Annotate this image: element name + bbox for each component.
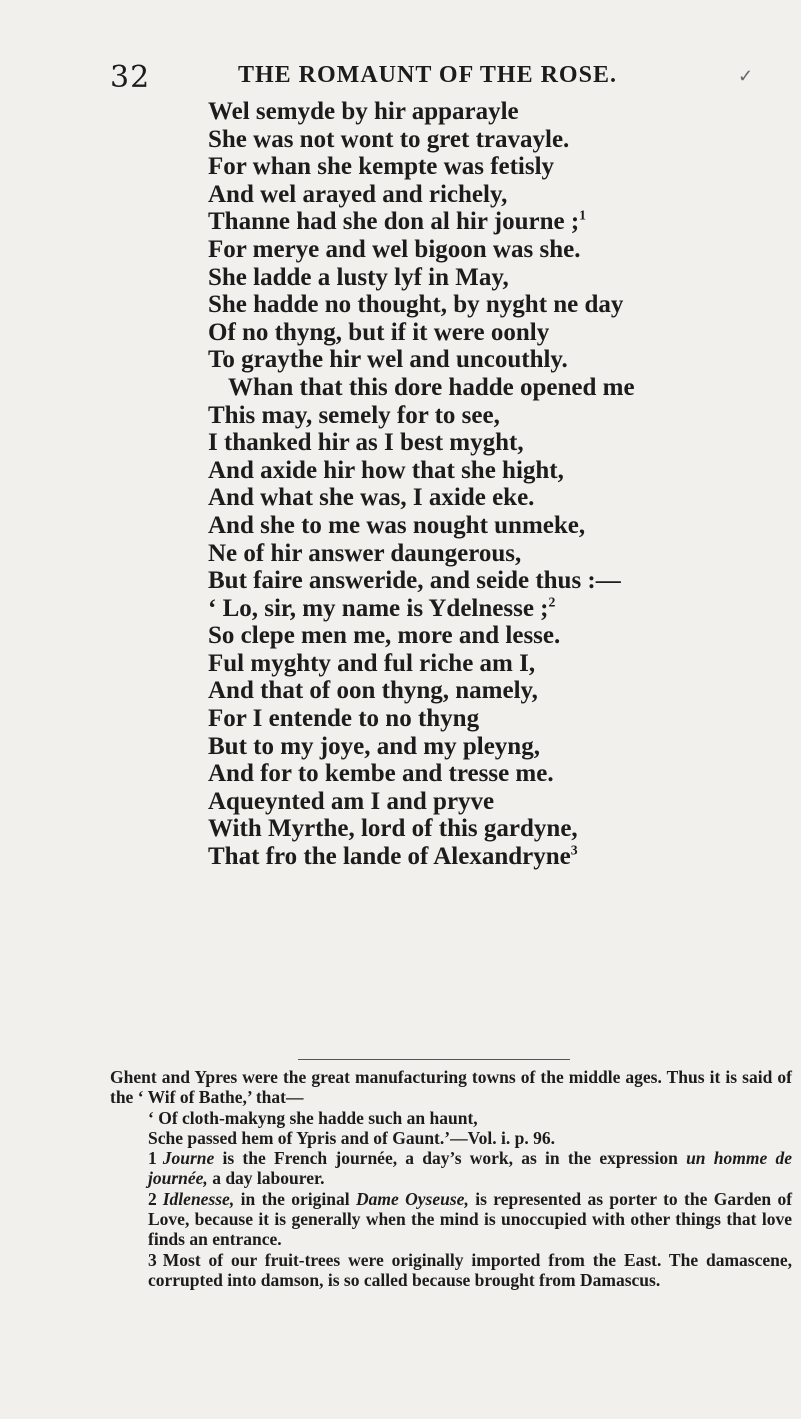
verse-line: And for to kembe and tresse me. [208, 760, 554, 788]
verse-line: So clepe men me, more and lesse. [208, 622, 561, 650]
footnote-text: Most of our fruit-trees were originally imported from the East. The damascene, corrupted into damson, is so called because brought from Damascus. [148, 1249, 792, 1290]
verse-line [208, 208, 788, 236]
verse-line: For merye and wel bigoon was she. [208, 235, 581, 263]
footnote-text: in the original [240, 1188, 350, 1209]
verse-line: Ne of hir answer daungerous, [208, 539, 522, 567]
verse-block [208, 98, 788, 871]
verse-line: But to my joye, and my pleyng, [208, 732, 540, 760]
page-number: 32 [110, 60, 151, 95]
verse-line [208, 595, 788, 623]
verse-line: I thanked hir as I best myght, [208, 429, 524, 457]
footnote-quote: ‘ Of cloth-makyng she hadde such an haunt, [148, 1107, 478, 1128]
footnote-term: Journe [162, 1148, 215, 1169]
footnote-number: 3 [148, 1249, 157, 1270]
footnote-term: Idlenesse, [162, 1188, 235, 1209]
verse-line: And axide hir how that she hight, [208, 456, 564, 484]
verse-line-text: That fro the lande of Alexandryne [208, 843, 571, 871]
footnote-text: a day labourer. [212, 1168, 325, 1189]
verse-line: To graythe hir wel and uncouthly. [208, 346, 568, 374]
verse-line: Wel semyde by hir apparayle [208, 98, 519, 125]
footnote-number: 1 [148, 1148, 157, 1169]
verse-line: For I entende to no thyng [208, 705, 480, 733]
footnote-text: is the French journée, a day’s work, as in the expression [222, 1148, 678, 1169]
footnotes [110, 1067, 792, 1290]
footnote-1 [110, 1148, 792, 1189]
footnote-phrase: Dame Oyseuse, [356, 1188, 469, 1209]
verse-line: Ful myghty and ful riche am I, [208, 649, 536, 677]
footnote-3 [110, 1250, 792, 1291]
footnote-ref-3: 3 [570, 842, 578, 858]
verse-line-text: Thanne had she don al hir journe ; [208, 208, 580, 236]
verse-line: Aqueynted am I and pryve [208, 787, 495, 815]
verse-line: She was not wont to gret travayle. [208, 125, 570, 153]
verse-line: But faire answeride, and seide thus :— [208, 567, 621, 595]
footnote-number: 2 [148, 1188, 157, 1209]
verse-line: She hadde no thought, by nyght ne day [208, 291, 624, 319]
verse-line: And what she was, I axide eke. [208, 484, 535, 512]
verse-line: And that of oon thyng, namely, [208, 677, 538, 705]
verse-line: Of no thyng, but if it were oonly [208, 318, 550, 346]
footnote-ref-1: 1 [579, 208, 587, 224]
verse-line: Whan that this dore hadde opened me [228, 373, 635, 401]
footnote-quote: Sche passed hem of Ypris and of Gaunt.’—Vol. i. p. 96. [148, 1127, 555, 1148]
verse-line: This may, semely for to see, [208, 401, 500, 429]
footnote-phrase: un homme de journée, [148, 1148, 792, 1189]
verse-line: She ladde a lusty lyf in May, [208, 263, 509, 291]
verse-line-text: ‘ Lo, sir, my name is Ydelnesse ; [208, 594, 549, 622]
footnote-divider [298, 1059, 570, 1060]
verse-line: And she to me was nought unmeke, [208, 511, 586, 539]
footnote-intro: Ghent and Ypres were the great manufacturing towns of the middle ages. Thus it is said of the ‘ Wif of Bathe,’ that— [110, 1067, 792, 1108]
verse-line: With Myrthe, lord of this gardyne, [208, 815, 578, 843]
running-title: THE ROMAUNT OF THE ROSE. [238, 62, 617, 88]
verse-line: And wel arayed and richely, [208, 180, 508, 208]
footnote-ref-2: 2 [548, 594, 556, 610]
footnote-text: is represented as porter to the Garden of Love, because it is generally when the mind is unoccupied with other things that love finds an entrance. [148, 1188, 793, 1250]
verse-line: For whan she kempte was fetisly [208, 153, 555, 181]
verse-line [208, 843, 788, 871]
footnote-2 [110, 1189, 792, 1250]
check-mark: ✓ [738, 66, 754, 87]
